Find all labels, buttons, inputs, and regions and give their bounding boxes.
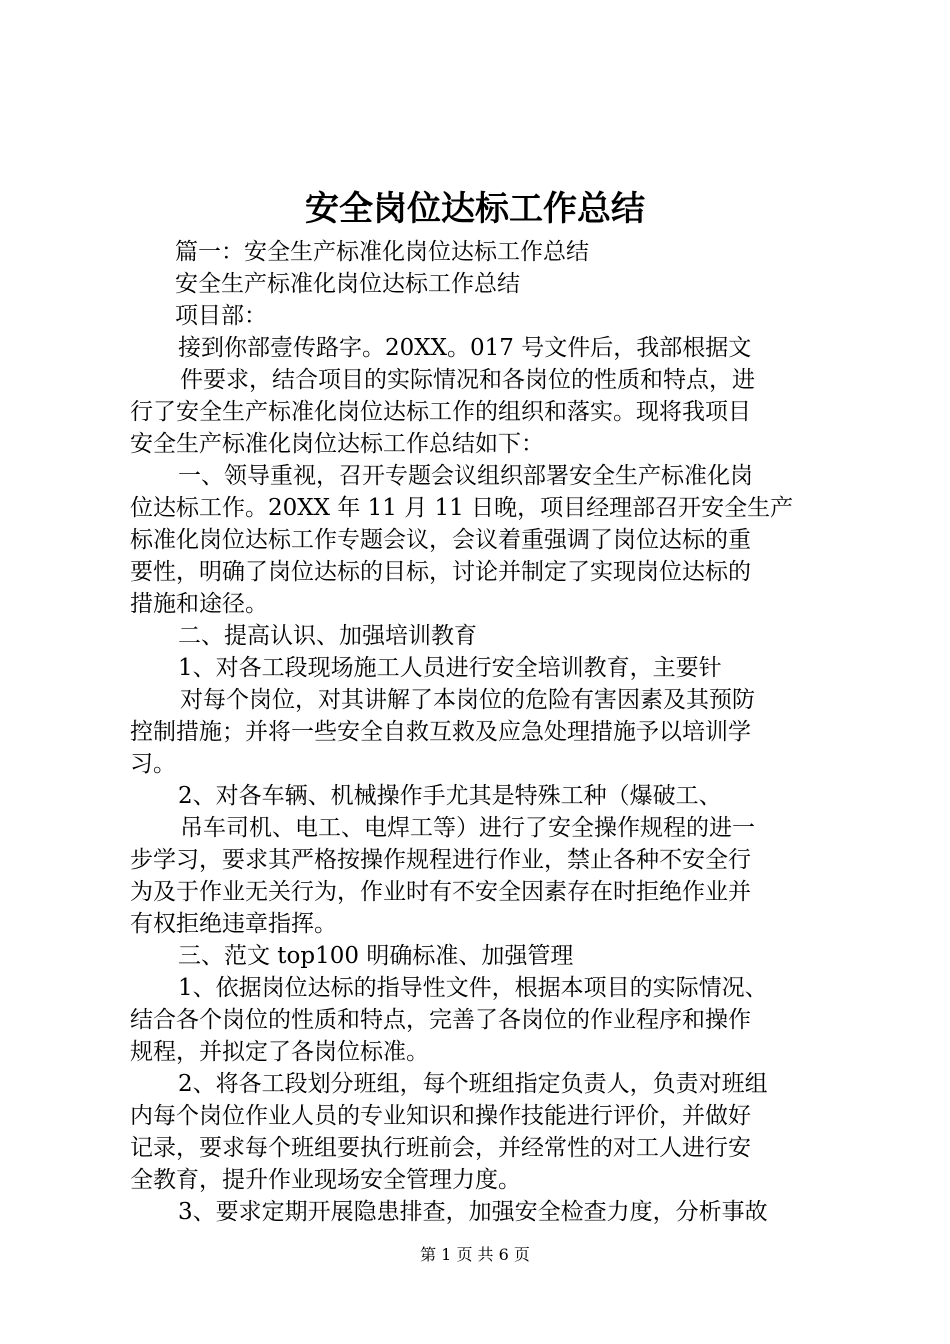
- text-line: 步学习，要求其严格按操作规程进行作业，禁止各种不安全行: [130, 847, 751, 873]
- text-line: 2、对各车辆、机械操作手尤其是特殊工种（爆破工、: [178, 783, 722, 809]
- text-line: 二、提高认识、加强培训教育: [178, 623, 477, 649]
- text-line: 控制措施；并将一些安全自救互救及应急处理措施予以培训学: [130, 719, 751, 745]
- text-line: 行了安全生产标准化岗位达标工作的组织和落实。现将我项目: [130, 399, 751, 425]
- text-line: 2、将各工段划分班组，每个班组指定负责人，负责对班组: [178, 1071, 768, 1097]
- text-line: 位达标工作。20XX 年 11 月 11 日晚，项目经理部召开安全生产: [130, 495, 794, 521]
- text-line: 三、范文 top100 明确标准、加强管理: [178, 943, 574, 969]
- page-title: 安全岗位达标工作总结: [305, 189, 645, 229]
- text-line: 安全生产标准化岗位达标工作总结如下：: [130, 431, 544, 457]
- text-line: 有权拒绝违章指挥。: [130, 911, 337, 937]
- text-line: 规程，并拟定了各岗位标准。: [130, 1039, 429, 1065]
- text-line: 篇一：安全生产标准化岗位达标工作总结: [175, 239, 589, 265]
- text-line: 一、领导重视，召开专题会议组织部署安全生产标准化岗: [178, 463, 753, 489]
- text-line: 为及于作业无关行为，作业时有不安全因素存在时拒绝作业并: [130, 879, 751, 905]
- text-line: 记录，要求每个班组要执行班前会，并经常性的对工人进行安: [130, 1135, 751, 1161]
- text-line: 安全生产标准化岗位达标工作总结: [175, 271, 520, 297]
- text-line: 措施和途径。: [130, 591, 268, 617]
- text-line: 件要求，结合项目的实际情况和各岗位的性质和特点，进: [180, 367, 755, 393]
- text-line: 结合各个岗位的性质和特点，完善了各岗位的作业程序和操作: [130, 1007, 751, 1033]
- text-line: 1、依据岗位达标的指导性文件，根据本项目的实际情况、: [178, 975, 768, 1001]
- page-footer: 第 1 页 共 6 页: [420, 1245, 530, 1264]
- text-line: 对每个岗位，对其讲解了本岗位的危险有害因素及其预防: [180, 687, 755, 713]
- text-line: 内每个岗位作业人员的专业知识和操作技能进行评价，并做好: [130, 1103, 751, 1129]
- text-line: 吊车司机、电工、电焊工等）进行了安全操作规程的进一: [180, 815, 755, 841]
- text-line: 项目部：: [175, 303, 267, 329]
- text-line: 1、对各工段现场施工人员进行安全培训教育，主要针: [178, 655, 722, 681]
- text-line: 标准化岗位达标工作专题会议，会议着重强调了岗位达标的重: [130, 527, 751, 553]
- document-body: [130, 236, 835, 1228]
- text-line: 习。: [130, 751, 176, 777]
- text-line: 全教育，提升作业现场安全管理力度。: [130, 1167, 521, 1193]
- text-line: 要性，明确了岗位达标的目标，讨论并制定了实现岗位达标的: [130, 559, 751, 585]
- text-line: 接到你部壹传路字。20XX。017 号文件后，我部根据文: [178, 335, 752, 361]
- text-line: 3、要求定期开展隐患排查，加强安全检查力度，分析事故: [178, 1199, 768, 1225]
